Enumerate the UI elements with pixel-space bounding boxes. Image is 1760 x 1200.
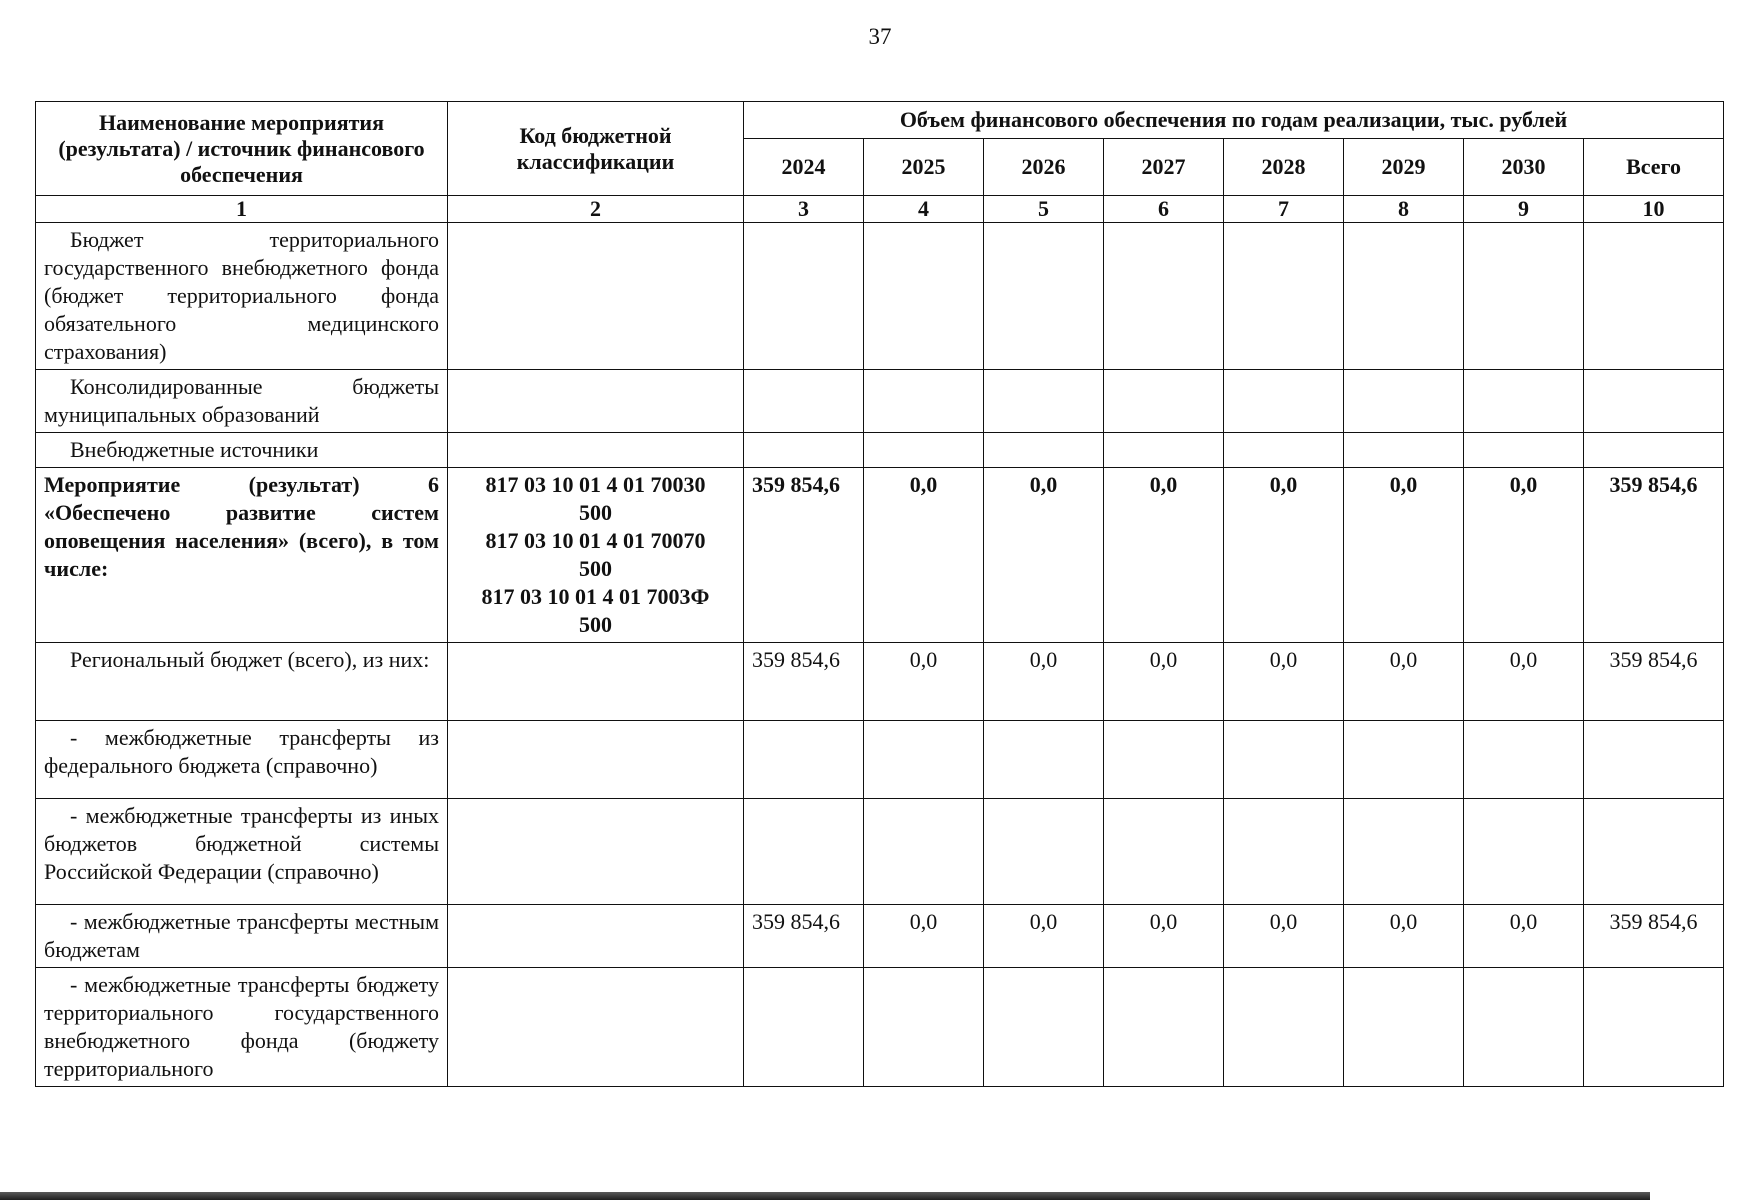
row-year-value: 0,0 (1224, 643, 1344, 721)
row-year-value (1464, 433, 1584, 468)
row-name: - межбюджетные трансферты местным бюджетам (36, 905, 448, 968)
row-year-value (1344, 968, 1464, 1087)
row-total-value (1584, 721, 1724, 799)
row-year-value (744, 968, 864, 1087)
header-name-column: Наименование мероприятия (результата) / источник финансового обеспечения (36, 102, 448, 196)
row-year-value (744, 223, 864, 370)
row-year-value (1344, 223, 1464, 370)
header-year: 2025 (864, 139, 984, 196)
table-body (36, 223, 1724, 1087)
row-year-value: 0,0 (864, 468, 984, 643)
row-budget-code (448, 905, 744, 968)
financing-table (35, 101, 1724, 1087)
header-year: 2029 (1344, 139, 1464, 196)
row-total-value: 359 854,6 (1584, 643, 1724, 721)
row-year-value (1104, 370, 1224, 433)
row-name: Бюджет территориального государственного внебюджетного фонда (бюджет территориального фонда обязательного медицинского страхования) (36, 223, 448, 370)
row-year-value: 359 854,6 (744, 643, 864, 721)
column-number-row (36, 196, 1724, 223)
row-year-value (984, 370, 1104, 433)
row-year-value (984, 223, 1104, 370)
row-name: Внебюджетные источники (36, 433, 448, 468)
row-name: Мероприятие (результат) 6 «Обеспечено развитие систем оповещения населения» (всего), в том числе: (36, 468, 448, 643)
row-budget-code (448, 643, 744, 721)
row-year-value: 0,0 (1344, 643, 1464, 721)
row-year-value (864, 721, 984, 799)
row-year-value (1104, 968, 1224, 1087)
column-number: 3 (744, 196, 864, 223)
table-row (36, 721, 1724, 799)
row-year-value (744, 370, 864, 433)
row-name: - межбюджетные трансферты бюджету территориального государственного внебюджетного фонда (бюджету территориального (36, 968, 448, 1087)
row-year-value (1104, 433, 1224, 468)
row-budget-code (448, 799, 744, 905)
column-number: 8 (1344, 196, 1464, 223)
row-total-value (1584, 799, 1724, 905)
header-year: 2030 (1464, 139, 1584, 196)
scan-edge-bar (0, 1192, 1650, 1200)
row-year-value: 0,0 (1344, 468, 1464, 643)
row-name: Региональный бюджет (всего), из них: (36, 643, 448, 721)
table-row (36, 799, 1724, 905)
row-total-value (1584, 370, 1724, 433)
row-name: Консолидированные бюджеты муниципальных образований (36, 370, 448, 433)
table-row (36, 433, 1724, 468)
row-year-value: 0,0 (864, 905, 984, 968)
row-name: - межбюджетные трансферты из иных бюджетов бюджетной системы Российской Федерации (справочно) (36, 799, 448, 905)
row-year-value: 359 854,6 (744, 905, 864, 968)
header-year: 2027 (1104, 139, 1224, 196)
row-total-value: 359 854,6 (1584, 468, 1724, 643)
row-year-value (1224, 968, 1344, 1087)
row-year-value: 0,0 (984, 468, 1104, 643)
table-row (36, 643, 1724, 721)
row-year-value (1464, 968, 1584, 1087)
row-total-value: 359 854,6 (1584, 905, 1724, 968)
row-total-value (1584, 433, 1724, 468)
column-number: 2 (448, 196, 744, 223)
row-year-value (1104, 223, 1224, 370)
row-total-value (1584, 223, 1724, 370)
column-number: 4 (864, 196, 984, 223)
row-year-value (864, 370, 984, 433)
row-budget-code (448, 223, 744, 370)
row-year-value (984, 433, 1104, 468)
row-year-value: 0,0 (1464, 905, 1584, 968)
row-budget-code (448, 721, 744, 799)
row-year-value (1464, 370, 1584, 433)
column-number: 7 (1224, 196, 1344, 223)
row-name: - межбюджетные трансферты из федерального бюджета (справочно) (36, 721, 448, 799)
row-year-value (1344, 370, 1464, 433)
row-year-value: 0,0 (984, 905, 1104, 968)
column-number: 1 (36, 196, 448, 223)
row-year-value (1464, 721, 1584, 799)
row-year-value: 0,0 (1104, 643, 1224, 721)
row-year-value (1464, 223, 1584, 370)
row-year-value (1224, 223, 1344, 370)
row-year-value: 0,0 (1104, 468, 1224, 643)
row-year-value (984, 968, 1104, 1087)
row-year-value (1224, 433, 1344, 468)
header-row-1 (36, 102, 1724, 139)
page-number: 37 (868, 24, 892, 49)
row-year-value: 0,0 (864, 643, 984, 721)
row-year-value (984, 799, 1104, 905)
row-budget-code (448, 433, 744, 468)
row-budget-code (448, 370, 744, 433)
row-year-value (864, 433, 984, 468)
row-year-value: 0,0 (1224, 905, 1344, 968)
row-year-value (1104, 721, 1224, 799)
row-year-value: 0,0 (1344, 905, 1464, 968)
row-year-value (744, 721, 864, 799)
row-year-value: 359 854,6 (744, 468, 864, 643)
row-year-value: 0,0 (1464, 468, 1584, 643)
column-number: 9 (1464, 196, 1584, 223)
header-year: 2028 (1224, 139, 1344, 196)
row-year-value (1344, 433, 1464, 468)
row-year-value (864, 223, 984, 370)
table-row (36, 223, 1724, 370)
column-number: 6 (1104, 196, 1224, 223)
row-year-value (1344, 799, 1464, 905)
row-year-value (1464, 799, 1584, 905)
table-row (36, 905, 1724, 968)
row-year-value (1224, 370, 1344, 433)
row-year-value: 0,0 (984, 643, 1104, 721)
header-year: 2026 (984, 139, 1104, 196)
row-budget-code (448, 968, 744, 1087)
row-year-value (864, 968, 984, 1087)
header-total: Всего (1584, 139, 1724, 196)
row-budget-code: 817 03 10 01 4 01 70030 500 817 03 10 01 4 01 70070 500 817 03 10 01 4 01 7003Ф 500 (448, 468, 744, 643)
row-year-value: 0,0 (1224, 468, 1344, 643)
table-row (36, 468, 1724, 643)
row-year-value (744, 433, 864, 468)
row-year-value (1224, 721, 1344, 799)
row-year-value (1104, 799, 1224, 905)
row-year-value (1224, 799, 1344, 905)
header-code-column: Код бюджетной классификации (448, 102, 744, 196)
row-year-value (1344, 721, 1464, 799)
row-year-value (864, 799, 984, 905)
row-total-value (1584, 968, 1724, 1087)
table-row (36, 968, 1724, 1087)
column-number: 5 (984, 196, 1104, 223)
table-row (36, 370, 1724, 433)
row-year-value: 0,0 (1464, 643, 1584, 721)
column-number: 10 (1584, 196, 1724, 223)
row-year-value: 0,0 (1104, 905, 1224, 968)
header-year: 2024 (744, 139, 864, 196)
row-year-value (984, 721, 1104, 799)
row-year-value (744, 799, 864, 905)
header-volume-group: Объем финансового обеспечения по годам реализации, тыс. рублей (744, 102, 1724, 139)
